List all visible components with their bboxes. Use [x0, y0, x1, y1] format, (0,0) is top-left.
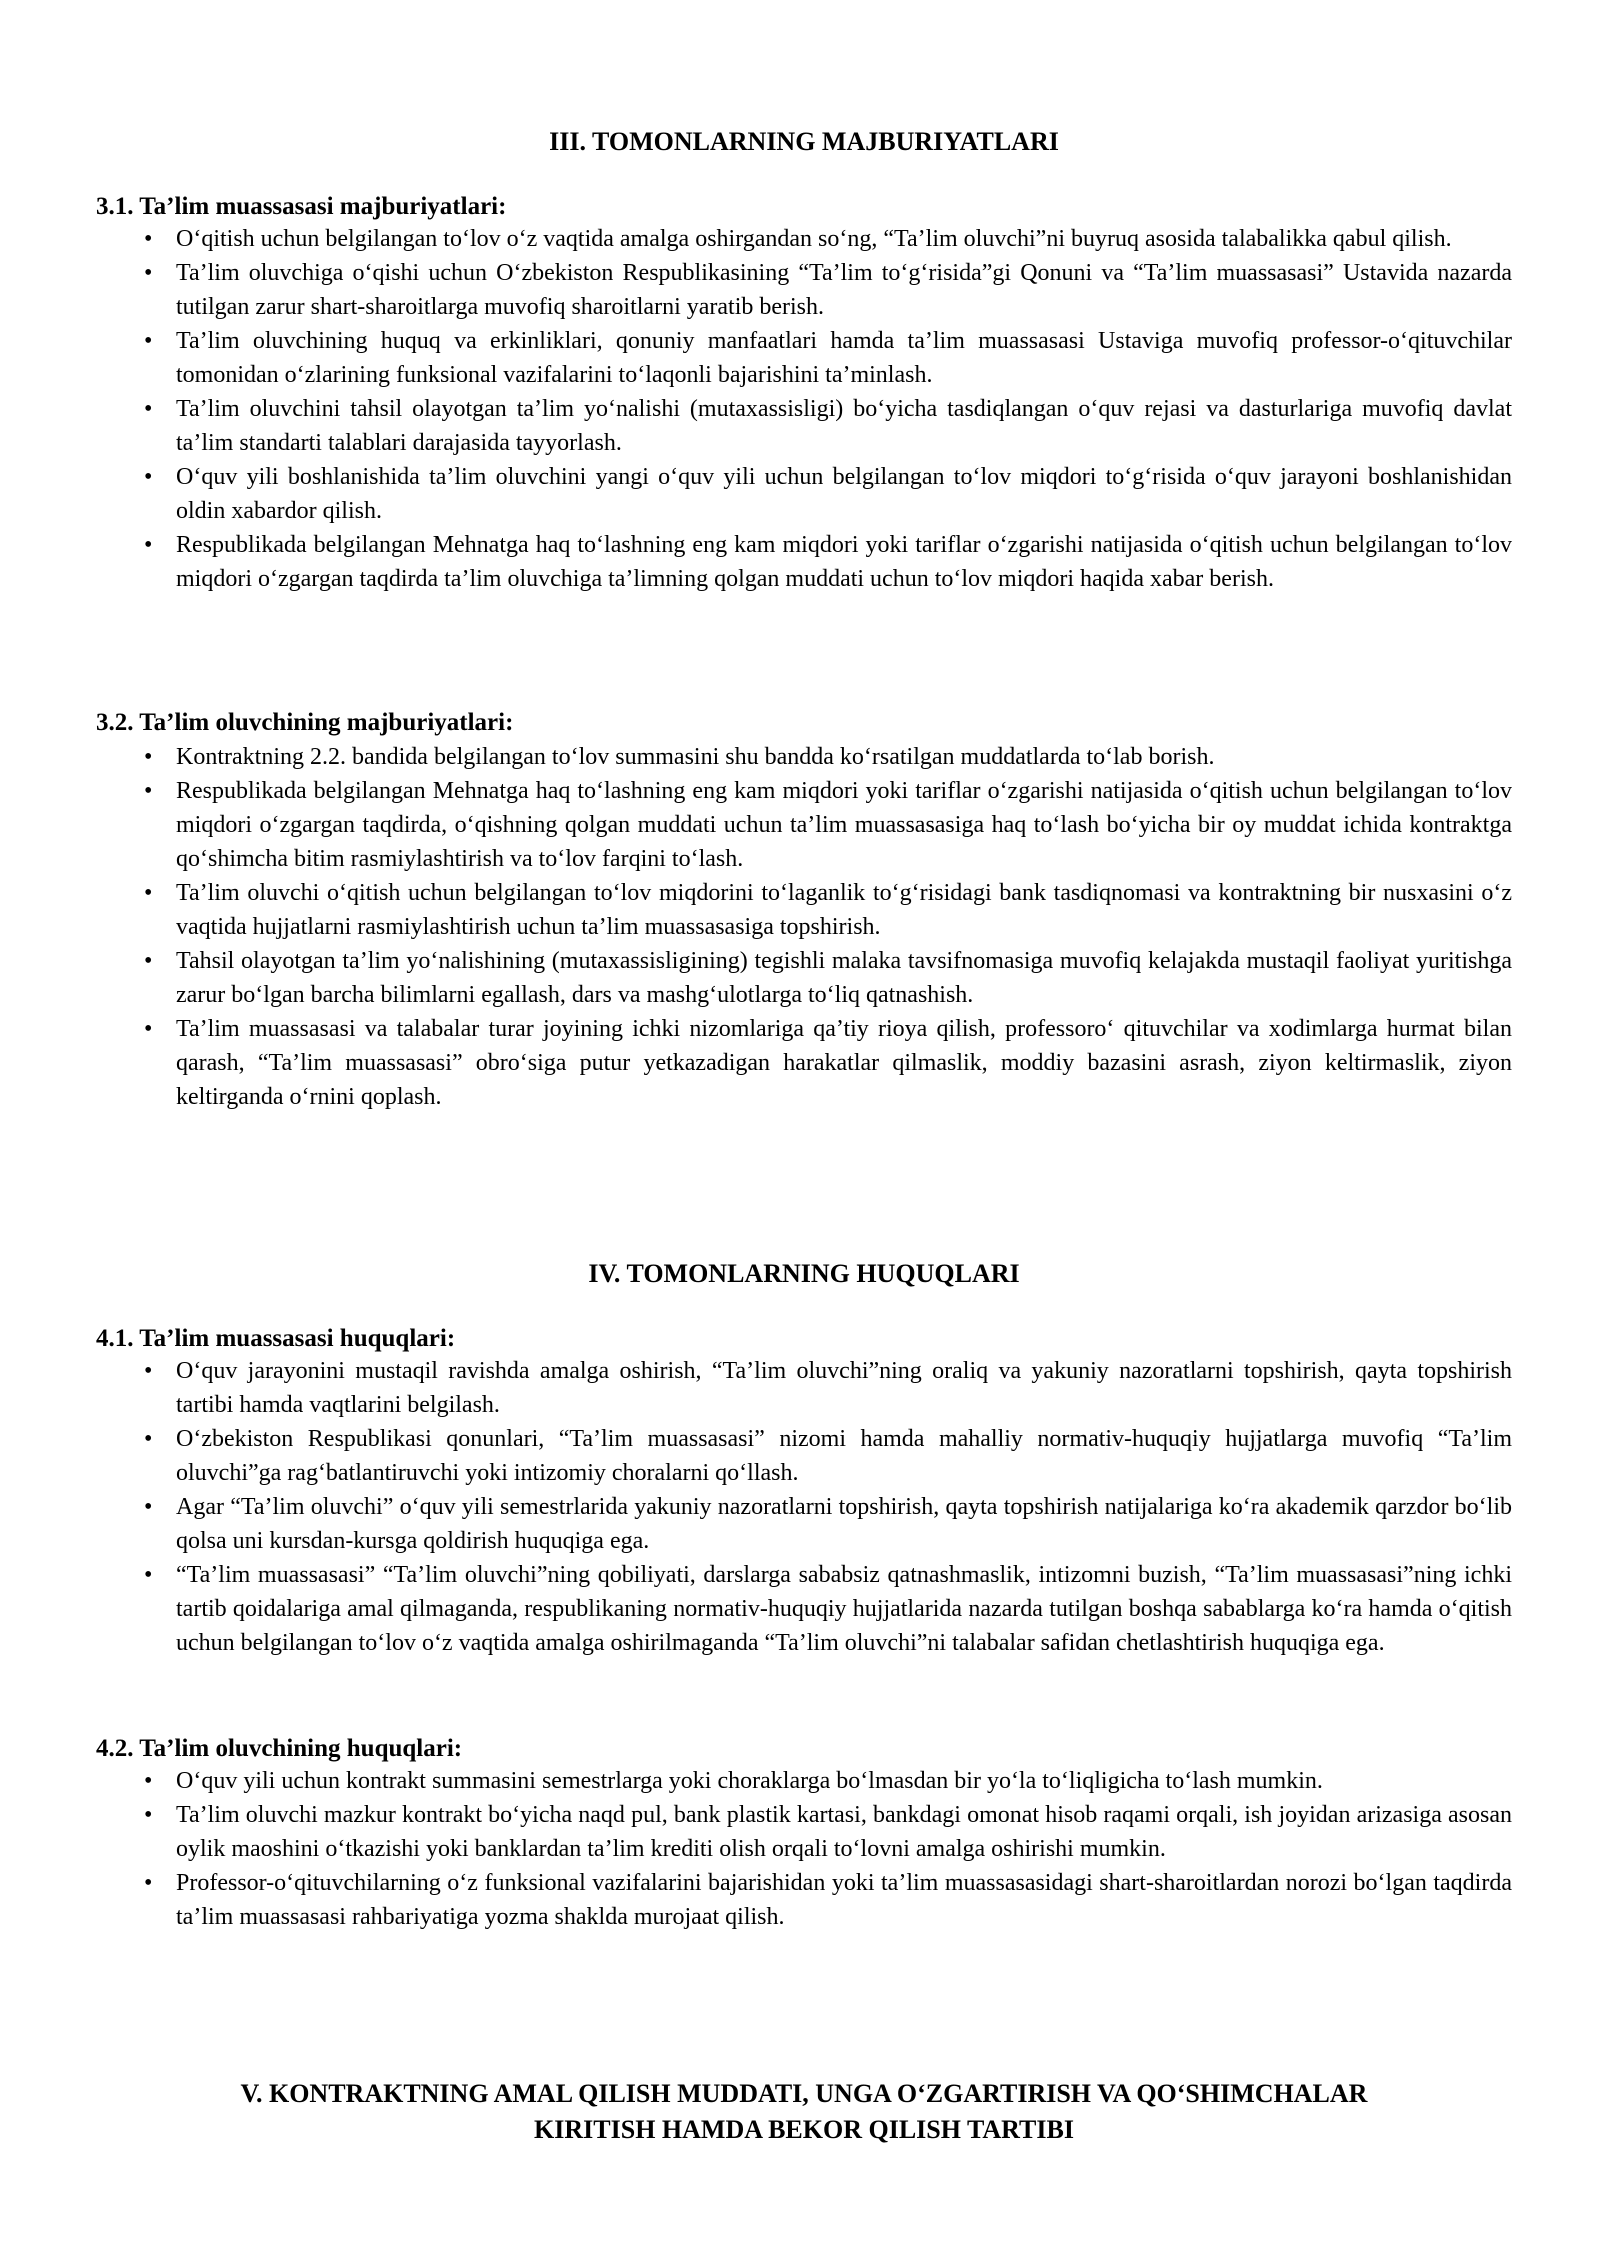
- list-item: [96, 876, 1512, 944]
- list-item: [96, 1012, 1512, 1114]
- list-item: [96, 1764, 1512, 1798]
- heading-line: V. KONTRAKTNING AMAL QILISH MUDDATI, UNGA O‘ZGARTIRISH VA QO‘SHIMCHALAR: [240, 2079, 1368, 2108]
- bullet-icon: •: [144, 1494, 153, 1520]
- bullet-icon: •: [144, 260, 153, 286]
- list-item-text: “Ta’lim muassasasi” “Ta’lim oluvchi”ning qobiliyati, darslarga sababsiz qatnashmaslik, intizomni buzish, “Ta’lim muassasasi”ning ichki tartib qoidalariga amal qilmaganda, respublikaning normativ-huquqiy hujjatlarida nazarda tutilgan boshqa sabablarga ko‘ra hamda o‘qitish uchun belgilangan to‘lov o‘z vaqtida amalga oshirilmaganda “Ta’lim oluvchi”ni talabalar safidan chetlashtirish huquqiga ega.: [176, 1562, 1512, 1656]
- list-item-text: Agar “Ta’lim oluvchi” o‘quv yili semestrlarida yakuniy nazoratlarni topshirish, qayta topshirish natijalariga ko‘ra akademik qarzdor bo‘lib qolsa uni kursdan-kursga qoldirish huquqiga ega.: [176, 1494, 1512, 1554]
- bullet-icon: •: [144, 464, 153, 490]
- list-item: [96, 740, 1512, 774]
- list-item: [96, 1866, 1512, 1934]
- bullet-icon: •: [144, 226, 153, 252]
- bullet-icon: •: [144, 778, 153, 804]
- list-item-text: O‘quv yili uchun kontrakt summasini semestrlarga yoki choraklarga bo‘lmasdan bir yo‘la to‘liqligicha to‘lash mumkin.: [176, 1768, 1323, 1794]
- bullet-icon: •: [144, 1016, 153, 1042]
- list-item: [96, 1490, 1512, 1558]
- bullet-icon: •: [144, 396, 153, 422]
- list-item: [96, 460, 1512, 528]
- section-heading-iii: III. TOMONLARNING MAJBURIYATLARI: [549, 127, 1059, 156]
- bullet-icon: •: [144, 328, 153, 354]
- list-item-text: Respublikada belgilangan Mehnatga haq to‘lashning eng kam miqdori yoki tariflar o‘zgarishi natijasida o‘qitish uchun belgilangan to‘lov miqdori o‘zgargan taqdirda ta’lim oluvchiga ta’limning qolgan muddati uchun to‘lov miqdori haqida xabar berish.: [176, 532, 1512, 592]
- list-item-text: Ta’lim oluvchi o‘qitish uchun belgilangan to‘lov miqdorini to‘laganlik to‘g‘risidagi bank tasdiqnomasi va kontraktning bir nusxasini o‘z vaqtida hujjatlarni rasmiylashtirish uchun ta’lim muassasasiga topshirish.: [176, 880, 1512, 940]
- bullet-icon: •: [144, 1870, 153, 1896]
- bullet-icon: •: [144, 948, 153, 974]
- list-item-text: Ta’lim oluvchiga o‘qishi uchun O‘zbekiston Respublikasining “Ta’lim to‘g‘risida”gi Qonuni va “Ta’lim muassasasi” Ustavida nazarda tutilgan zarur shart-sharoitlarga muvofiq sharoitlarni yaratib berish.: [176, 260, 1512, 320]
- bullet-icon: •: [144, 532, 153, 558]
- bullet-icon: •: [144, 744, 153, 770]
- bullet-icon: •: [144, 880, 153, 906]
- list-item: [96, 1354, 1512, 1422]
- list-item: [96, 324, 1512, 392]
- subsection-title-4-1: 4.1. Ta’lim muassasasi huquqlari:: [96, 1325, 456, 1352]
- list-item-text: O‘quv jarayonini mustaqil ravishda amalga oshirish, “Ta’lim oluvchi”ning oraliq va yakuniy nazoratlarni topshirish, qayta topshirish tartibi hamda vaqtlarini belgilash.: [176, 1358, 1512, 1418]
- subsection-title-3-2: 3.2. Ta’lim oluvchining majburiyatlari:: [96, 709, 514, 736]
- section-heading-iv: IV. TOMONLARNING HUQUQLARI: [588, 1259, 1020, 1288]
- list-4-1: [96, 1354, 1512, 1660]
- list-item-text: Kontraktning 2.2. bandida belgilangan to‘lov summasini shu bandda ko‘rsatilgan muddatlarda to‘lab borish.: [176, 744, 1215, 770]
- section-heading-v: [96, 2076, 1512, 2148]
- bullet-icon: •: [144, 1426, 153, 1452]
- list-3-2: [96, 740, 1512, 1114]
- list-item-text: Professor-o‘qituvchilarning o‘z funksional vazifalarini bajarishidan yoki ta’lim muassasasidagi shart-sharoitlardan norozi bo‘lgan taqdirda ta’lim muassasasi rahbariyatiga yozma shaklda murojaat qilish.: [176, 1870, 1512, 1930]
- list-4-2: [96, 1764, 1512, 1934]
- list-item-text: Ta’lim muassasasi va talabalar turar joyining ichki nizomlariga qa’tiy rioya qilish, professoro‘ qituvchilar va xodimlarga hurmat bilan qarash, “Ta’lim muassasasi” obro‘siga putur yetkazadigan harakatlar qilmaslik, moddiy bazasini asrash, ziyon keltirmaslik, ziyon keltirganda o‘rnini qoplash.: [176, 1016, 1512, 1110]
- list-3-1: [96, 222, 1512, 596]
- list-item: [96, 222, 1512, 256]
- list-item-text: Tahsil olayotgan ta’lim yo‘nalishining (mutaxassisligining) tegishli malaka tavsifnomasiga muvofiq kelajakda mustaqil faoliyat yuritishga zarur bo‘lgan barcha bilimlarni egallash, dars va mashg‘ulotlarga to‘liq qatnashish.: [176, 948, 1512, 1008]
- bullet-icon: •: [144, 1358, 153, 1384]
- list-item: [96, 774, 1512, 876]
- list-item-text: Ta’lim oluvchi mazkur kontrakt bo‘yicha naqd pul, bank plastik kartasi, bankdagi omonat hisob raqami orqali, ish joyidan arizasiga asosan oylik maoshini o‘tkazishi yoki banklardan ta’lim krediti olish orqali to‘lovni amalga oshirishi mumkin.: [176, 1802, 1512, 1862]
- list-item: [96, 944, 1512, 1012]
- list-item-text: Ta’lim oluvchining huquq va erkinliklari, qonuniy manfaatlari hamda ta’lim muassasasi Ustaviga muvofiq professor-o‘qituvchilar tomonidan o‘zlarining funksional vazifalarini to‘laqonli bajarishini ta’minlash.: [176, 328, 1512, 388]
- bullet-icon: •: [144, 1768, 153, 1794]
- list-item-text: O‘zbekiston Respublikasi qonunlari, “Ta’lim muassasasi” nizomi hamda mahalliy normativ-huquqiy hujjatlarga muvofiq “Ta’lim oluvchi”ga rag‘batlantiruvchi yoki intizomiy choralarni qo‘llash.: [176, 1426, 1512, 1486]
- list-item-text: O‘qitish uchun belgilangan to‘lov o‘z vaqtida amalga oshirgandan so‘ng, “Ta’lim oluvchi”ni buyruq asosida talabalikka qabul qilish.: [176, 226, 1452, 252]
- list-item: [96, 528, 1512, 596]
- list-item: [96, 1558, 1512, 1660]
- heading-line: KIRITISH HAMDA BEKOR QILISH TARTIBI: [534, 2115, 1074, 2144]
- subsection-title-3-1: 3.1. Ta’lim muassasasi majburiyatlari:: [96, 193, 507, 220]
- list-item: [96, 1422, 1512, 1490]
- list-item: [96, 392, 1512, 460]
- subsection-title-4-2: 4.2. Ta’lim oluvchining huquqlari:: [96, 1735, 463, 1762]
- list-item-text: Ta’lim oluvchini tahsil olayotgan ta’lim yo‘nalishi (mutaxassisligi) bo‘yicha tasdiqlangan o‘quv rejasi va dasturlariga muvofiq davlat ta’lim standarti talablari darajasida tayyorlash.: [176, 396, 1512, 456]
- list-item: [96, 256, 1512, 324]
- bullet-icon: •: [144, 1802, 153, 1828]
- list-item: [96, 1798, 1512, 1866]
- list-item-text: Respublikada belgilangan Mehnatga haq to‘lashning eng kam miqdori yoki tariflar o‘zgarishi natijasida o‘qitish uchun belgilangan to‘lov miqdori o‘zgargan taqdirda, o‘qishning qolgan muddati uchun ta’lim muassasasiga haq to‘lash bo‘yicha bir oy muddat ichida kontraktga qo‘shimcha bitim rasmiylashtirish va to‘lov farqini to‘lash.: [176, 778, 1512, 872]
- bullet-icon: •: [144, 1562, 153, 1588]
- list-item-text: O‘quv yili boshlanishida ta’lim oluvchini yangi o‘quv yili uchun belgilangan to‘lov miqdori to‘g‘risida o‘quv jarayoni boshlanishidan oldin xabardor qilish.: [176, 464, 1512, 524]
